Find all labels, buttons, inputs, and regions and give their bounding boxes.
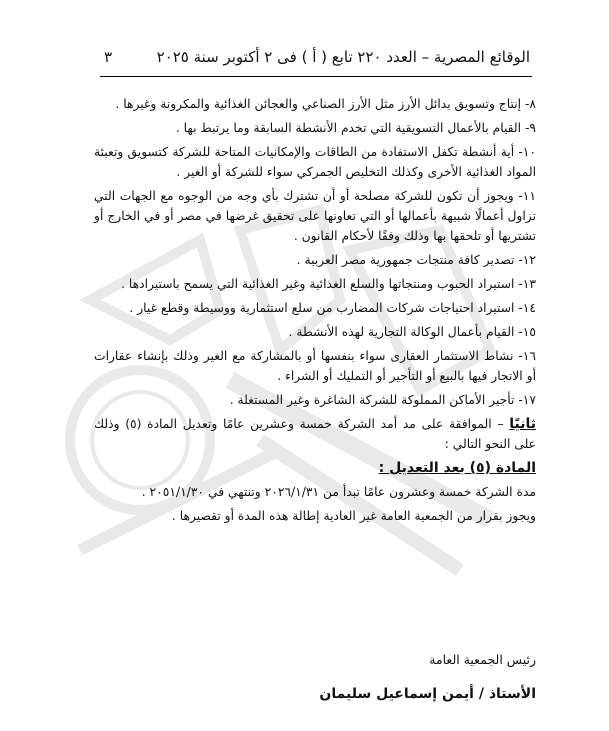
list-item: ١٥- القيام بأعمال الوكالة التجارية لهذه الأنشطة . [288,325,536,339]
list-item: ١٤- استيراد احتياجات شركات المضارب من سلع استثمارية ووسيطة وقطع غيار . [129,301,536,315]
article-heading: المادة (٥) بعد التعديل : [378,460,536,476]
second-label: ثانيًا [509,416,536,432]
document-body [94,94,536,526]
signature-block [300,650,536,706]
second-resolution [94,414,536,454]
header-divider [100,76,532,77]
list-item: ١٣- استيراد الحبوب ومنتجاتها والسلع الغذائية وغير الغذائية التي يسمح باستيرادها . [121,277,536,291]
list-item: ١٦- نشاط الاستثمار العقارى سواء بنفسها أو بالمشاركة مع الغير وذلك بإنشاء عقارات أو الاتجار فيها بالبيع أو التأجير أو التمليك أو الشراء . [94,349,536,383]
gazette-header: الوقائع المصرية – العدد ٢٢٠ تابع ( أ ) فى ٢ أكتوبر سنة ٢٠٢٥ [156,48,530,66]
list-item: ١٢- تصدير كافة منتجات جمهورية مصر العربية . [296,253,536,267]
list-item: ١٧- تأجير الأماكن المملوكة للشركة الشاغرة وغير المستغلة . [229,393,536,407]
list-item: ٩- القيام بالأعمال التسويقية التي تخدم الأنشطة السابقة وما يرتبط بها . [175,121,536,135]
list-item: ٨- إنتاج وتسويق بدائل الأرز مثل الأرز الصناعي والعجائن الغذائية والمكرونة وغيرها . [115,97,536,111]
list-item: ١١- ويجوز أن تكون للشركة مصلحة أو أن تشترك بأي وجه من الوجوه مع الجهات التي تزاول أعمالًا شبيهة بأعمالها أو التي تعاونها على تحقيق غرضها في مصر أو في الخارج أو تشتريها أو تلحقها بها وذلك وفقًا لأحكام القانون . [94,189,536,243]
article-extension: ويجوز بقرار من الجمعية العامة غير العادية إطالة هذه المدة أو تقصيرها . [171,509,536,523]
second-text: – الموافقة على مد أمد الشركة خمسة وعشرين عامًا وتعديل المادة (٥) وذلك على النحو التالي : [94,417,536,451]
list-item: ١٠- أية أنشطة تكفل الاستفادة من الطاقات والإمكانيات المتاحة للشركة كتسويق وتعبئة المواد الغذائية الأخرى وكذلك التخليص الجمركي سواء للشركة أو الغير . [94,145,536,179]
article-paragraph: مدة الشركة خمسة وعشرون عامًا تبدأ من ٢٠٢٦/١/٣١ وتنتهي في ٢٠٥١/١/٣٠ . [141,485,536,499]
signatory-title: رئيس الجمعية العامة [429,652,536,667]
signatory-name: الأستاذ / أيمن إسماعيل سليمان [319,686,536,702]
page-number: ٣ [104,48,113,66]
